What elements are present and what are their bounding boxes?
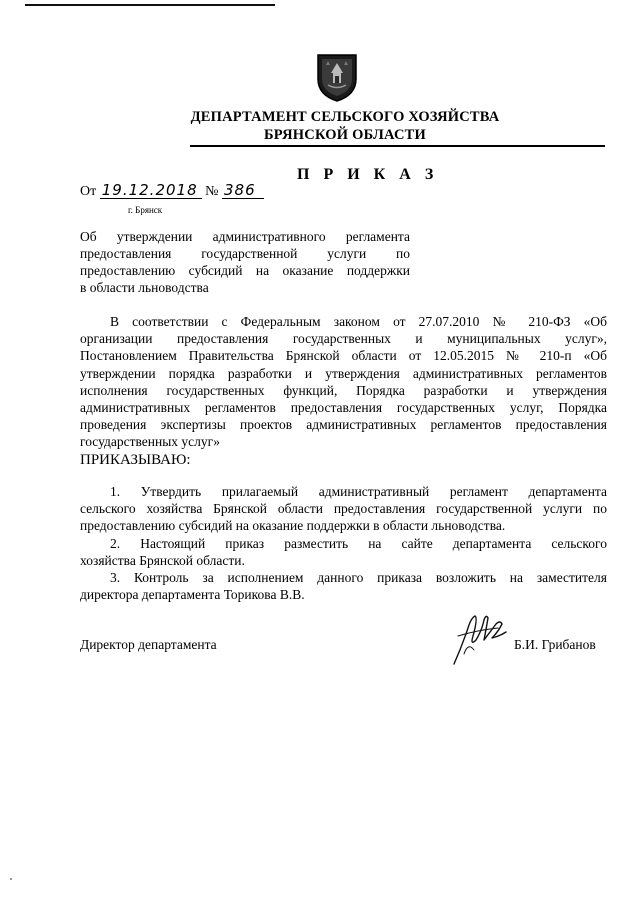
subject-line: в области льноводства	[80, 280, 209, 295]
preamble-line: В соответствии с Федеральным законом от 27.07.2010 № 210-ФЗ «Об	[110, 314, 607, 329]
preamble-line: организации предоставления государственных и муниципальных услуг»,	[80, 331, 607, 347]
handwritten-signature-icon	[448, 606, 510, 668]
coat-of-arms-icon	[314, 49, 360, 103]
item-1-line: сельского хозяйства Брянской области предоставления государственной услуги по	[80, 501, 607, 517]
department-name-line2: БРЯНСКОЙ ОБЛАСТИ	[264, 127, 426, 143]
prikazyvayu-heading: ПРИКАЗЫВАЮ:	[80, 452, 191, 468]
handwritten-order-number: 386	[222, 182, 264, 199]
order-date-number-line	[80, 182, 264, 200]
preamble-line: утверждении порядка разработки и утверждения административных регламентов	[80, 365, 607, 381]
subject-line: Об утверждении административного регламента	[80, 229, 410, 244]
top-scan-rule	[25, 4, 275, 6]
order-items	[80, 483, 607, 603]
subject-line: предоставлению субсидий на оказание поддержки	[80, 263, 410, 278]
item-2-line: хозяйства Брянской области.	[80, 552, 245, 568]
preamble-line: государственных услуг»	[80, 434, 220, 450]
signer-position: Директор департамента	[80, 637, 217, 652]
preamble-line: Постановлением Правительства Брянской области от 12.05.2015 № 210-п «Об	[80, 348, 607, 364]
item-1-line: предоставлению субсидий на оказание поддержки в области льноводства.	[80, 518, 506, 534]
handwritten-date: 19.12.2018	[100, 182, 202, 199]
header-divider	[190, 145, 605, 147]
number-sign: №	[205, 184, 219, 199]
signer-name: Б.И. Грибанов	[514, 637, 596, 652]
department-name-line1: ДЕПАРТАМЕНТ СЕЛЬСКОГО ХОЗЯЙСТВА	[190, 109, 500, 125]
city-label: г. Брянск	[128, 205, 163, 215]
item-1-line: 1. Утвердить прилагаемый административный регламент департамента	[110, 484, 607, 499]
preamble-line: проведения экспертизы проектов административных регламентов предоставления	[80, 417, 607, 433]
item-3-line: директора департамента Торикова В.В.	[80, 587, 305, 603]
preamble-paragraph	[80, 313, 607, 451]
scan-speck	[10, 878, 12, 880]
item-3-line: 3. Контроль за исполнением данного приказа возложить на заместителя	[110, 570, 607, 586]
item-2-line: 2. Настоящий приказ разместить на сайте департамента сельского	[110, 535, 607, 551]
date-prefix: От	[80, 184, 97, 199]
order-title: П Р И К А З	[297, 166, 439, 183]
subject-line: предоставления государственной услуги по	[80, 246, 410, 261]
preamble-line: исполнения государственных функций, Порядка разработки и утверждения	[80, 382, 607, 398]
order-subject	[80, 228, 410, 296]
preamble-line: административных регламентов предоставления государственных услуг, Порядка	[80, 400, 607, 416]
